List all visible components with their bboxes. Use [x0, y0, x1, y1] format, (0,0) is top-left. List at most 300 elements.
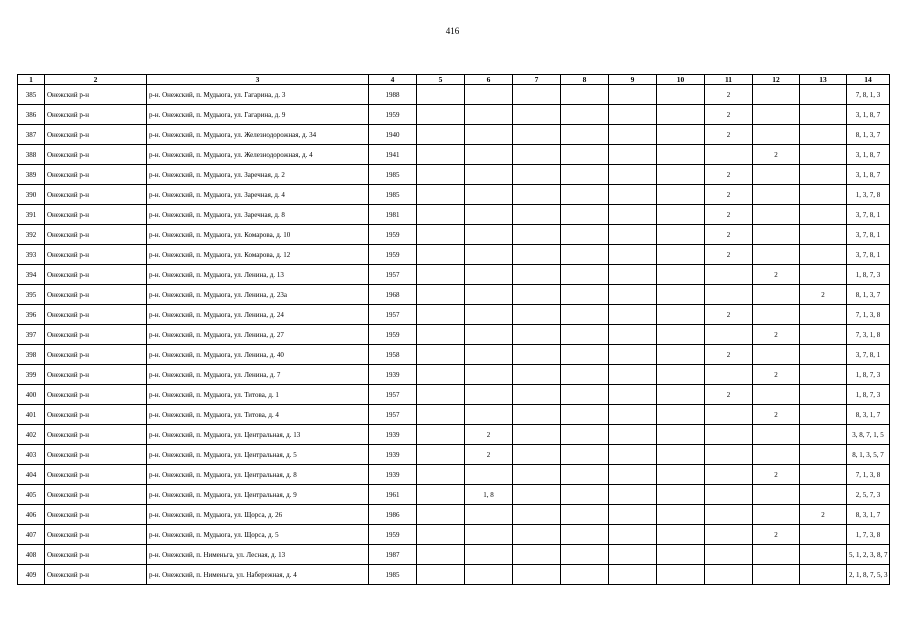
table-cell-col-3: р-н. Онежский, п. Мудьюга, ул. Центральная, д. 13	[147, 425, 369, 445]
table-cell-col-4: 1958	[369, 345, 417, 365]
table-cell-col-3: р-н. Онежский, п. Мудьюга, ул. Щорса, д. 5	[147, 525, 369, 545]
table-cell-col-13	[800, 365, 847, 385]
table-row	[18, 125, 890, 145]
table-cell-col-3: р-н. Онежский, п. Мудьюга, ул. Ленина, д. 13	[147, 265, 369, 285]
table-cell-col-4: 1987	[369, 545, 417, 565]
table-cell-col-7	[513, 365, 561, 385]
table-cell-col-14: 8, 1, 3, 7	[847, 125, 890, 145]
table-cell-col-6: 1, 8	[465, 485, 513, 505]
table-cell-col-10	[657, 225, 705, 245]
table-cell-col-11	[705, 525, 753, 545]
table-cell-col-2: Онежский р-н	[45, 385, 147, 405]
table-cell-col-10	[657, 105, 705, 125]
table-cell-col-9	[609, 565, 657, 585]
table-cell-col-5	[417, 345, 465, 365]
table-cell-col-14: 8, 3, 1, 7	[847, 505, 890, 525]
table-cell-col-3: р-н. Онежский, п. Мудьюга, ул. Ленина, д. 7	[147, 365, 369, 385]
table-body	[18, 85, 890, 585]
header-row	[18, 75, 890, 85]
column-header-11: 11	[705, 75, 753, 85]
table-row	[18, 465, 890, 485]
table-cell-col-1: 402	[18, 425, 45, 445]
table-cell-col-9	[609, 365, 657, 385]
table-cell-col-11	[705, 325, 753, 345]
table-cell-col-9	[609, 205, 657, 225]
table-row	[18, 305, 890, 325]
table-row	[18, 345, 890, 365]
table-cell-col-12: 2	[753, 145, 800, 165]
table-row	[18, 165, 890, 185]
table-cell-col-7	[513, 305, 561, 325]
table-cell-col-7	[513, 425, 561, 445]
table-cell-col-12	[753, 245, 800, 265]
table-cell-col-11: 2	[705, 205, 753, 225]
table-cell-col-3: р-н. Онежский, п. Мудьюга, ул. Заречная, д. 2	[147, 165, 369, 185]
table-cell-col-8	[561, 405, 609, 425]
table-cell-col-14: 3, 7, 8, 1	[847, 345, 890, 365]
table-cell-col-3: р-н. Онежский, п. Мудьюга, ул. Центральная, д. 5	[147, 445, 369, 465]
table-cell-col-5	[417, 525, 465, 545]
table-cell-col-6: 2	[465, 445, 513, 465]
table-cell-col-13	[800, 405, 847, 425]
table-row	[18, 525, 890, 545]
table-cell-col-2: Онежский р-н	[45, 465, 147, 485]
table-cell-col-4: 1957	[369, 265, 417, 285]
table-cell-col-13	[800, 345, 847, 365]
table-cell-col-4: 1939	[369, 425, 417, 445]
table-cell-col-4: 1940	[369, 125, 417, 145]
table-cell-col-12	[753, 125, 800, 145]
table-cell-col-10	[657, 245, 705, 265]
table-cell-col-7	[513, 145, 561, 165]
table-cell-col-6	[465, 505, 513, 525]
table-cell-col-3: р-н. Онежский, п. Мудьюга, ул. Ленина, д. 27	[147, 325, 369, 345]
table-cell-col-5	[417, 125, 465, 145]
table-cell-col-7	[513, 125, 561, 145]
table-cell-col-12	[753, 425, 800, 445]
table-row	[18, 425, 890, 445]
table-cell-col-11	[705, 445, 753, 465]
table-cell-col-6	[465, 85, 513, 105]
table-cell-col-14: 1, 7, 3, 8	[847, 525, 890, 545]
table-cell-col-11	[705, 365, 753, 385]
table-cell-col-3: р-н. Онежский, п. Мудьюга, ул. Комарова, д. 10	[147, 225, 369, 245]
table-row	[18, 265, 890, 285]
table-cell-col-8	[561, 85, 609, 105]
table-cell-col-13	[800, 525, 847, 545]
table-cell-col-7	[513, 205, 561, 225]
column-header-9: 9	[609, 75, 657, 85]
table-cell-col-5	[417, 85, 465, 105]
table-cell-col-14: 7, 1, 3, 8	[847, 465, 890, 485]
table-cell-col-1: 408	[18, 545, 45, 565]
table-cell-col-2: Онежский р-н	[45, 225, 147, 245]
table-cell-col-9	[609, 485, 657, 505]
table-cell-col-12	[753, 285, 800, 305]
table-cell-col-14: 2, 1, 8, 7, 5, 3	[847, 565, 890, 585]
table-cell-col-14: 7, 8, 1, 3	[847, 85, 890, 105]
table-cell-col-4: 1985	[369, 165, 417, 185]
table-cell-col-9	[609, 185, 657, 205]
table-cell-col-4: 1985	[369, 565, 417, 585]
table-row	[18, 405, 890, 425]
table-cell-col-10	[657, 425, 705, 445]
table-cell-col-9	[609, 425, 657, 445]
table-cell-col-2: Онежский р-н	[45, 345, 147, 365]
table-cell-col-1: 389	[18, 165, 45, 185]
table-cell-col-5	[417, 565, 465, 585]
table-cell-col-13	[800, 445, 847, 465]
table-cell-col-13	[800, 425, 847, 445]
table-cell-col-8	[561, 105, 609, 125]
table-cell-col-14: 1, 8, 7, 3	[847, 265, 890, 285]
table-cell-col-6	[465, 525, 513, 545]
table-cell-col-8	[561, 525, 609, 545]
table-cell-col-11	[705, 265, 753, 285]
column-header-13: 13	[800, 75, 847, 85]
table-cell-col-10	[657, 545, 705, 565]
column-header-7: 7	[513, 75, 561, 85]
table-cell-col-14: 3, 1, 8, 7	[847, 105, 890, 125]
table-cell-col-1: 386	[18, 105, 45, 125]
table-cell-col-7	[513, 265, 561, 285]
table-row	[18, 365, 890, 385]
table-cell-col-3: р-н. Онежский, п. Нименьга, ул. Набережная, д. 4	[147, 565, 369, 585]
table-cell-col-6	[465, 545, 513, 565]
table-cell-col-4: 1939	[369, 365, 417, 385]
table-cell-col-6	[465, 345, 513, 365]
table-cell-col-9	[609, 145, 657, 165]
table-cell-col-5	[417, 105, 465, 125]
table-cell-col-12	[753, 305, 800, 325]
table-cell-col-11: 2	[705, 85, 753, 105]
table-cell-col-4: 1986	[369, 505, 417, 525]
table-cell-col-14: 3, 7, 8, 1	[847, 205, 890, 225]
table-cell-col-2: Онежский р-н	[45, 485, 147, 505]
table-cell-col-6	[465, 365, 513, 385]
table-cell-col-13	[800, 225, 847, 245]
table-cell-col-4: 1939	[369, 445, 417, 465]
table-cell-col-2: Онежский р-н	[45, 145, 147, 165]
table-cell-col-12	[753, 165, 800, 185]
table-cell-col-4: 1957	[369, 385, 417, 405]
table-cell-col-5	[417, 245, 465, 265]
table-cell-col-7	[513, 465, 561, 485]
table-cell-col-8	[561, 565, 609, 585]
table-cell-col-14: 3, 8, 7, 1, 5	[847, 425, 890, 445]
table-cell-col-8	[561, 445, 609, 465]
table-row	[18, 485, 890, 505]
table-cell-col-6	[465, 245, 513, 265]
table-cell-col-1: 390	[18, 185, 45, 205]
table-cell-col-13	[800, 465, 847, 485]
table-cell-col-13	[800, 245, 847, 265]
table-cell-col-14: 1, 8, 7, 3	[847, 365, 890, 385]
table-cell-col-2: Онежский р-н	[45, 545, 147, 565]
table-cell-col-1: 399	[18, 365, 45, 385]
table-cell-col-3: р-н. Онежский, п. Мудьюга, ул. Центральная, д. 8	[147, 465, 369, 485]
table-cell-col-10	[657, 445, 705, 465]
table-cell-col-10	[657, 125, 705, 145]
table-cell-col-8	[561, 165, 609, 185]
table-cell-col-13	[800, 545, 847, 565]
table-cell-col-8	[561, 125, 609, 145]
table-cell-col-13	[800, 385, 847, 405]
table-cell-col-5	[417, 325, 465, 345]
table-cell-col-9	[609, 165, 657, 185]
table-cell-col-5	[417, 185, 465, 205]
table-cell-col-12	[753, 85, 800, 105]
table-cell-col-5	[417, 485, 465, 505]
table-cell-col-1: 398	[18, 345, 45, 365]
table-cell-col-12	[753, 185, 800, 205]
table-cell-col-11: 2	[705, 345, 753, 365]
column-header-4: 4	[369, 75, 417, 85]
table-row	[18, 325, 890, 345]
table-cell-col-6	[465, 325, 513, 345]
table-cell-col-9	[609, 525, 657, 545]
table-cell-col-14: 8, 1, 3, 7	[847, 285, 890, 305]
table-cell-col-13	[800, 145, 847, 165]
table-cell-col-10	[657, 525, 705, 545]
table-cell-col-12: 2	[753, 465, 800, 485]
table-cell-col-14: 1, 8, 7, 3	[847, 385, 890, 405]
table-cell-col-9	[609, 445, 657, 465]
table-cell-col-3: р-н. Онежский, п. Мудьюга, ул. Центральная, д. 9	[147, 485, 369, 505]
table-cell-col-3: р-н. Онежский, п. Мудьюга, ул. Гагарина, д. 9	[147, 105, 369, 125]
table-cell-col-5	[417, 165, 465, 185]
table-cell-col-11	[705, 505, 753, 525]
column-header-3: 3	[147, 75, 369, 85]
table-cell-col-5	[417, 305, 465, 325]
table-row	[18, 245, 890, 265]
table-cell-col-6	[465, 225, 513, 245]
table-cell-col-3: р-н. Онежский, п. Мудьюга, ул. Ленина, д. 24	[147, 305, 369, 325]
table-cell-col-5	[417, 425, 465, 445]
table-cell-col-7	[513, 545, 561, 565]
table-cell-col-13	[800, 165, 847, 185]
table-cell-col-13	[800, 485, 847, 505]
table-cell-col-10	[657, 365, 705, 385]
table-row	[18, 505, 890, 525]
table-cell-col-3: р-н. Онежский, п. Мудьюга, ул. Щорса, д. 26	[147, 505, 369, 525]
table-cell-col-5	[417, 465, 465, 485]
table-cell-col-3: р-н. Онежский, п. Мудьюга, ул. Ленина, д. 40	[147, 345, 369, 365]
table-row	[18, 185, 890, 205]
table-cell-col-4: 1959	[369, 325, 417, 345]
table-cell-col-6	[465, 205, 513, 225]
column-header-2: 2	[45, 75, 147, 85]
table-cell-col-1: 396	[18, 305, 45, 325]
table-cell-col-5	[417, 405, 465, 425]
table-cell-col-3: р-н. Онежский, п. Мудьюга, ул. Заречная, д. 4	[147, 185, 369, 205]
table-cell-col-10	[657, 205, 705, 225]
table-cell-col-10	[657, 145, 705, 165]
table-cell-col-9	[609, 505, 657, 525]
table-cell-col-13	[800, 565, 847, 585]
table-cell-col-7	[513, 105, 561, 125]
table-cell-col-12: 2	[753, 265, 800, 285]
table-cell-col-13	[800, 205, 847, 225]
table-cell-col-10	[657, 85, 705, 105]
table-cell-col-2: Онежский р-н	[45, 165, 147, 185]
table-cell-col-3: р-н. Онежский, п. Мудьюга, ул. Титова, д. 4	[147, 405, 369, 425]
table-cell-col-4: 1959	[369, 525, 417, 545]
table-cell-col-1: 406	[18, 505, 45, 525]
table-cell-col-14: 3, 7, 8, 1	[847, 245, 890, 265]
table-cell-col-9	[609, 105, 657, 125]
table-cell-col-11	[705, 485, 753, 505]
table-cell-col-12	[753, 445, 800, 465]
table-cell-col-8	[561, 205, 609, 225]
table-cell-col-8	[561, 225, 609, 245]
table-cell-col-9	[609, 125, 657, 145]
table-cell-col-3: р-н. Онежский, п. Мудьюга, ул. Заречная, д. 8	[147, 205, 369, 225]
table-cell-col-11	[705, 145, 753, 165]
table-cell-col-10	[657, 385, 705, 405]
table-cell-col-7	[513, 285, 561, 305]
table-cell-col-2: Онежский р-н	[45, 525, 147, 545]
table-cell-col-12: 2	[753, 405, 800, 425]
table-cell-col-10	[657, 565, 705, 585]
table-cell-col-1: 401	[18, 405, 45, 425]
table-cell-col-11	[705, 285, 753, 305]
table-cell-col-13	[800, 325, 847, 345]
table-cell-col-7	[513, 345, 561, 365]
table-cell-col-7	[513, 245, 561, 265]
table-cell-col-1: 394	[18, 265, 45, 285]
table-cell-col-9	[609, 265, 657, 285]
table-cell-col-7	[513, 405, 561, 425]
table-cell-col-7	[513, 165, 561, 185]
table-cell-col-1: 405	[18, 485, 45, 505]
table-cell-col-5	[417, 545, 465, 565]
table-cell-col-6	[465, 145, 513, 165]
table-cell-col-14: 7, 1, 3, 8	[847, 305, 890, 325]
table-cell-col-2: Онежский р-н	[45, 245, 147, 265]
table-cell-col-14: 3, 1, 8, 7	[847, 165, 890, 185]
table-cell-col-7	[513, 445, 561, 465]
table-cell-col-5	[417, 265, 465, 285]
table-cell-col-3: р-н. Онежский, п. Мудьюга, ул. Ленина, д. 23а	[147, 285, 369, 305]
table-cell-col-13	[800, 85, 847, 105]
table-cell-col-1: 393	[18, 245, 45, 265]
table-cell-col-1: 388	[18, 145, 45, 165]
table-cell-col-6	[465, 305, 513, 325]
table-cell-col-11: 2	[705, 105, 753, 125]
table-cell-col-7	[513, 505, 561, 525]
table-cell-col-11	[705, 545, 753, 565]
table-cell-col-12	[753, 505, 800, 525]
table-cell-col-1: 391	[18, 205, 45, 225]
table-cell-col-14: 8, 1, 3, 5, 7	[847, 445, 890, 465]
table-cell-col-2: Онежский р-н	[45, 405, 147, 425]
table-cell-col-2: Онежский р-н	[45, 365, 147, 385]
table-cell-col-2: Онежский р-н	[45, 505, 147, 525]
table-cell-col-13: 2	[800, 285, 847, 305]
table-cell-col-14: 3, 7, 8, 1	[847, 225, 890, 245]
table-cell-col-2: Онежский р-н	[45, 325, 147, 345]
table-cell-col-12: 2	[753, 365, 800, 385]
table-cell-col-11	[705, 465, 753, 485]
table-cell-col-3: р-н. Онежский, п. Мудьюга, ул. Железнодорожная, д. 34	[147, 125, 369, 145]
table-row	[18, 105, 890, 125]
table-cell-col-2: Онежский р-н	[45, 105, 147, 125]
table-cell-col-11	[705, 425, 753, 445]
table-cell-col-10	[657, 325, 705, 345]
table-cell-col-5	[417, 385, 465, 405]
table-cell-col-12	[753, 485, 800, 505]
table-cell-col-4: 1968	[369, 285, 417, 305]
table-cell-col-3: р-н. Онежский, п. Мудьюга, ул. Комарова, д. 12	[147, 245, 369, 265]
table-cell-col-4: 1957	[369, 305, 417, 325]
table-cell-col-4: 1959	[369, 225, 417, 245]
table-cell-col-1: 407	[18, 525, 45, 545]
table-cell-col-12	[753, 565, 800, 585]
table-cell-col-1: 392	[18, 225, 45, 245]
table-cell-col-8	[561, 385, 609, 405]
table-cell-col-9	[609, 85, 657, 105]
table-row	[18, 85, 890, 105]
table-row	[18, 285, 890, 305]
table-cell-col-8	[561, 425, 609, 445]
table-cell-col-10	[657, 305, 705, 325]
table-cell-col-12	[753, 225, 800, 245]
table-cell-col-7	[513, 525, 561, 545]
table-cell-col-14: 5, 1, 2, 3, 8, 7	[847, 545, 890, 565]
table-cell-col-8	[561, 145, 609, 165]
table-cell-col-14: 3, 1, 8, 7	[847, 145, 890, 165]
table-cell-col-10	[657, 265, 705, 285]
table-cell-col-8	[561, 285, 609, 305]
table-cell-col-4: 1961	[369, 485, 417, 505]
table-cell-col-2: Онежский р-н	[45, 565, 147, 585]
table-cell-col-7	[513, 225, 561, 245]
table-cell-col-13	[800, 125, 847, 145]
table-cell-col-6	[465, 385, 513, 405]
column-header-6: 6	[465, 75, 513, 85]
table-cell-col-5	[417, 445, 465, 465]
table-cell-col-3: р-н. Онежский, п. Мудьюга, ул. Железнодорожная, д. 4	[147, 145, 369, 165]
column-header-10: 10	[657, 75, 705, 85]
table-cell-col-2: Онежский р-н	[45, 305, 147, 325]
table-cell-col-2: Онежский р-н	[45, 265, 147, 285]
table-cell-col-1: 395	[18, 285, 45, 305]
table-cell-col-11: 2	[705, 225, 753, 245]
table-cell-col-13	[800, 305, 847, 325]
table-cell-col-9	[609, 285, 657, 305]
table-row	[18, 545, 890, 565]
table-row	[18, 205, 890, 225]
table-cell-col-1: 387	[18, 125, 45, 145]
table-cell-col-7	[513, 485, 561, 505]
table-cell-col-4: 1988	[369, 85, 417, 105]
table-cell-col-4: 1959	[369, 105, 417, 125]
table-cell-col-7	[513, 85, 561, 105]
table-header	[18, 75, 890, 85]
table-cell-col-10	[657, 465, 705, 485]
table-cell-col-4: 1957	[369, 405, 417, 425]
table-cell-col-8	[561, 325, 609, 345]
table-cell-col-5	[417, 285, 465, 305]
table-cell-col-13	[800, 185, 847, 205]
table-cell-col-11: 2	[705, 185, 753, 205]
table-cell-col-4: 1985	[369, 185, 417, 205]
table-cell-col-5	[417, 505, 465, 525]
table-row	[18, 385, 890, 405]
table-cell-col-9	[609, 245, 657, 265]
table-cell-col-8	[561, 345, 609, 365]
